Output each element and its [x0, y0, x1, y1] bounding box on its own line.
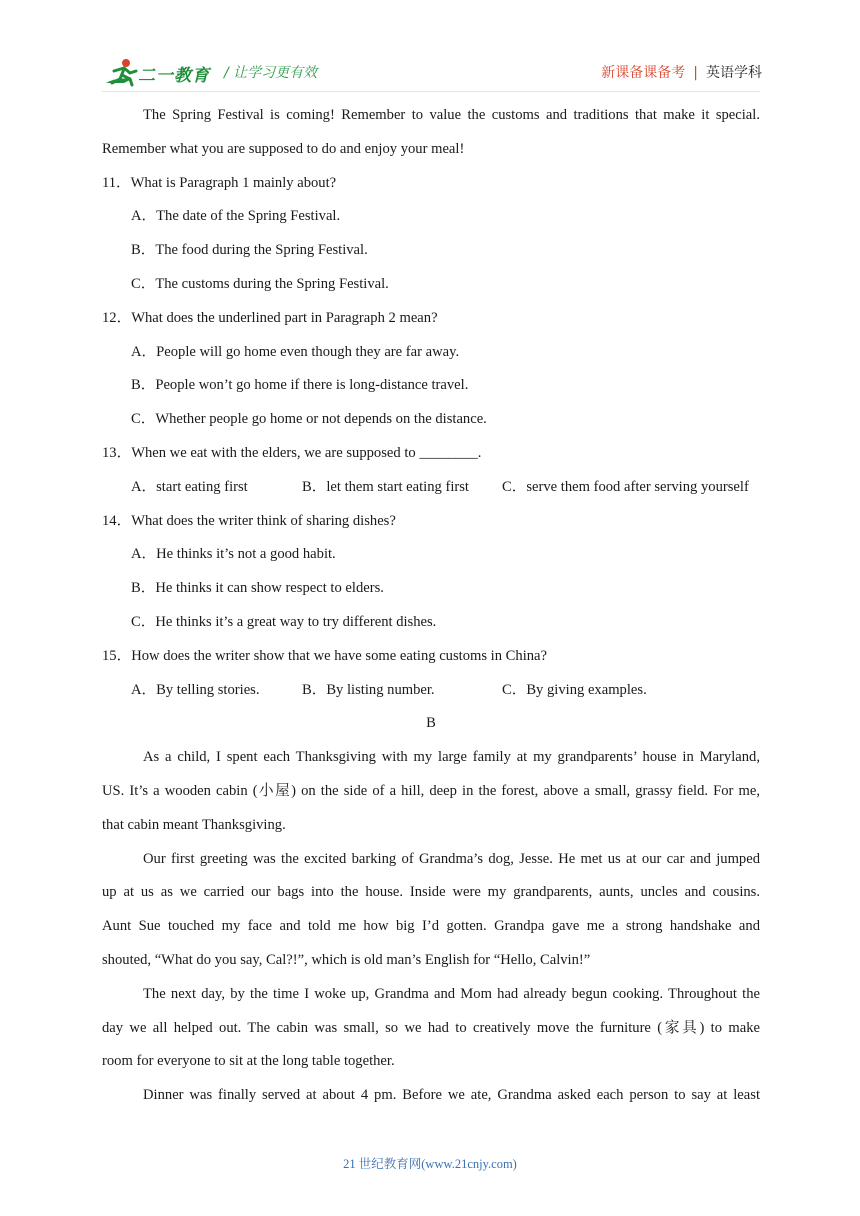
header-course-label: 新课备课备考 — [601, 65, 686, 81]
page-footer: 21 世纪教育网(www.21cnjy.com) — [343, 1157, 517, 1171]
passage-line: up at us as we carried our bags into the house. Inside were my grandparents, aunts, uncles and cousins. — [102, 884, 760, 901]
question-option: C．The customs during the Spring Festival. — [131, 275, 389, 292]
question-option: B．People won’t go home if there is long-distance travel. — [131, 377, 469, 394]
intro-line: The Spring Festival is coming! Remember to value the customs and traditions that make it special. — [143, 107, 760, 123]
header-right — [601, 62, 762, 82]
page-header — [102, 55, 762, 91]
passage-line: Our first greeting was the excited barking of Grandma’s dog, Jesse. He met us at our car and jumped — [143, 850, 760, 867]
passage-line: Dinner was finally served at about 4 pm. Before we ate, Grandma asked each person to say at least — [143, 1087, 760, 1104]
question-option: C．He thinks it’s a great way to try different dishes. — [131, 613, 437, 630]
header-separator: | — [693, 65, 698, 81]
question-option: C．Whether people go home or not depends on the distance. — [131, 411, 487, 428]
question-stem: 12．What does the underlined part in Paragraph 2 mean? — [102, 309, 438, 326]
question-stem: 13．When we eat with the elders, we are supposed to ________. — [102, 444, 482, 461]
passage-line: Aunt Sue touched my face and told me how big I’d gotten. Grandpa gave me a strong handshake and — [102, 918, 760, 935]
logo-text: 二一教育 — [138, 66, 210, 86]
question-option: B．He thinks it can show respect to elders. — [131, 580, 384, 597]
question-option: A．By telling stories. — [131, 681, 260, 698]
question-option: C．By giving examples. — [502, 681, 647, 698]
section-heading: B — [426, 715, 436, 732]
header-divider — [102, 91, 760, 92]
passage-line: shouted, “What do you say, Cal?!”, which is old man’s English for “Hello, Calvin!” — [102, 951, 591, 968]
question-option: C．serve them food after serving yourself — [502, 478, 749, 495]
intro-line: Remember what you are supposed to do and enjoy your meal! — [102, 140, 465, 157]
question-stem: 15．How does the writer show that we have some eating customs in China? — [102, 647, 548, 664]
passage-line: room for everyone to sit at the long table together. — [102, 1053, 395, 1070]
passage-line: As a child, I spent each Thanksgiving with my large family at my grandparents’ house in Maryland, — [143, 749, 760, 766]
header-slogan: / 让学习更有效 — [224, 65, 318, 81]
passage-line: day we all helped out. The cabin was small, so we had to creatively move the furniture (家具) to make — [102, 1019, 760, 1036]
question-option: A．He thinks it’s not a good habit. — [131, 546, 336, 563]
question-stem: 11．What is Paragraph 1 mainly about? — [102, 174, 337, 191]
document-body — [102, 99, 760, 1113]
passage-line: The next day, by the time I woke up, Grandma and Mom had already begun cooking. Throughout the — [143, 985, 760, 1002]
question-options-row — [102, 674, 760, 708]
passage-line: US. It’s a wooden cabin (小屋) on the side of a hill, deep in the forest, above a small, grassy field. For me, — [102, 782, 760, 799]
question-option: A．start eating first — [131, 478, 248, 495]
header-subject-label: 英语学科 — [706, 65, 762, 81]
question-option: B．The food during the Spring Festival. — [131, 242, 368, 259]
question-option: B．By listing number. — [302, 681, 435, 698]
passage-line: that cabin meant Thanksgiving. — [102, 816, 286, 833]
question-stem: 14．What does the writer think of sharing dishes? — [102, 512, 396, 529]
question-option: A．The date of the Spring Festival. — [131, 208, 341, 225]
question-options-row — [102, 471, 760, 505]
question-option: A．People will go home even though they are far away. — [131, 343, 460, 360]
question-option: B．let them start eating first — [302, 478, 469, 495]
